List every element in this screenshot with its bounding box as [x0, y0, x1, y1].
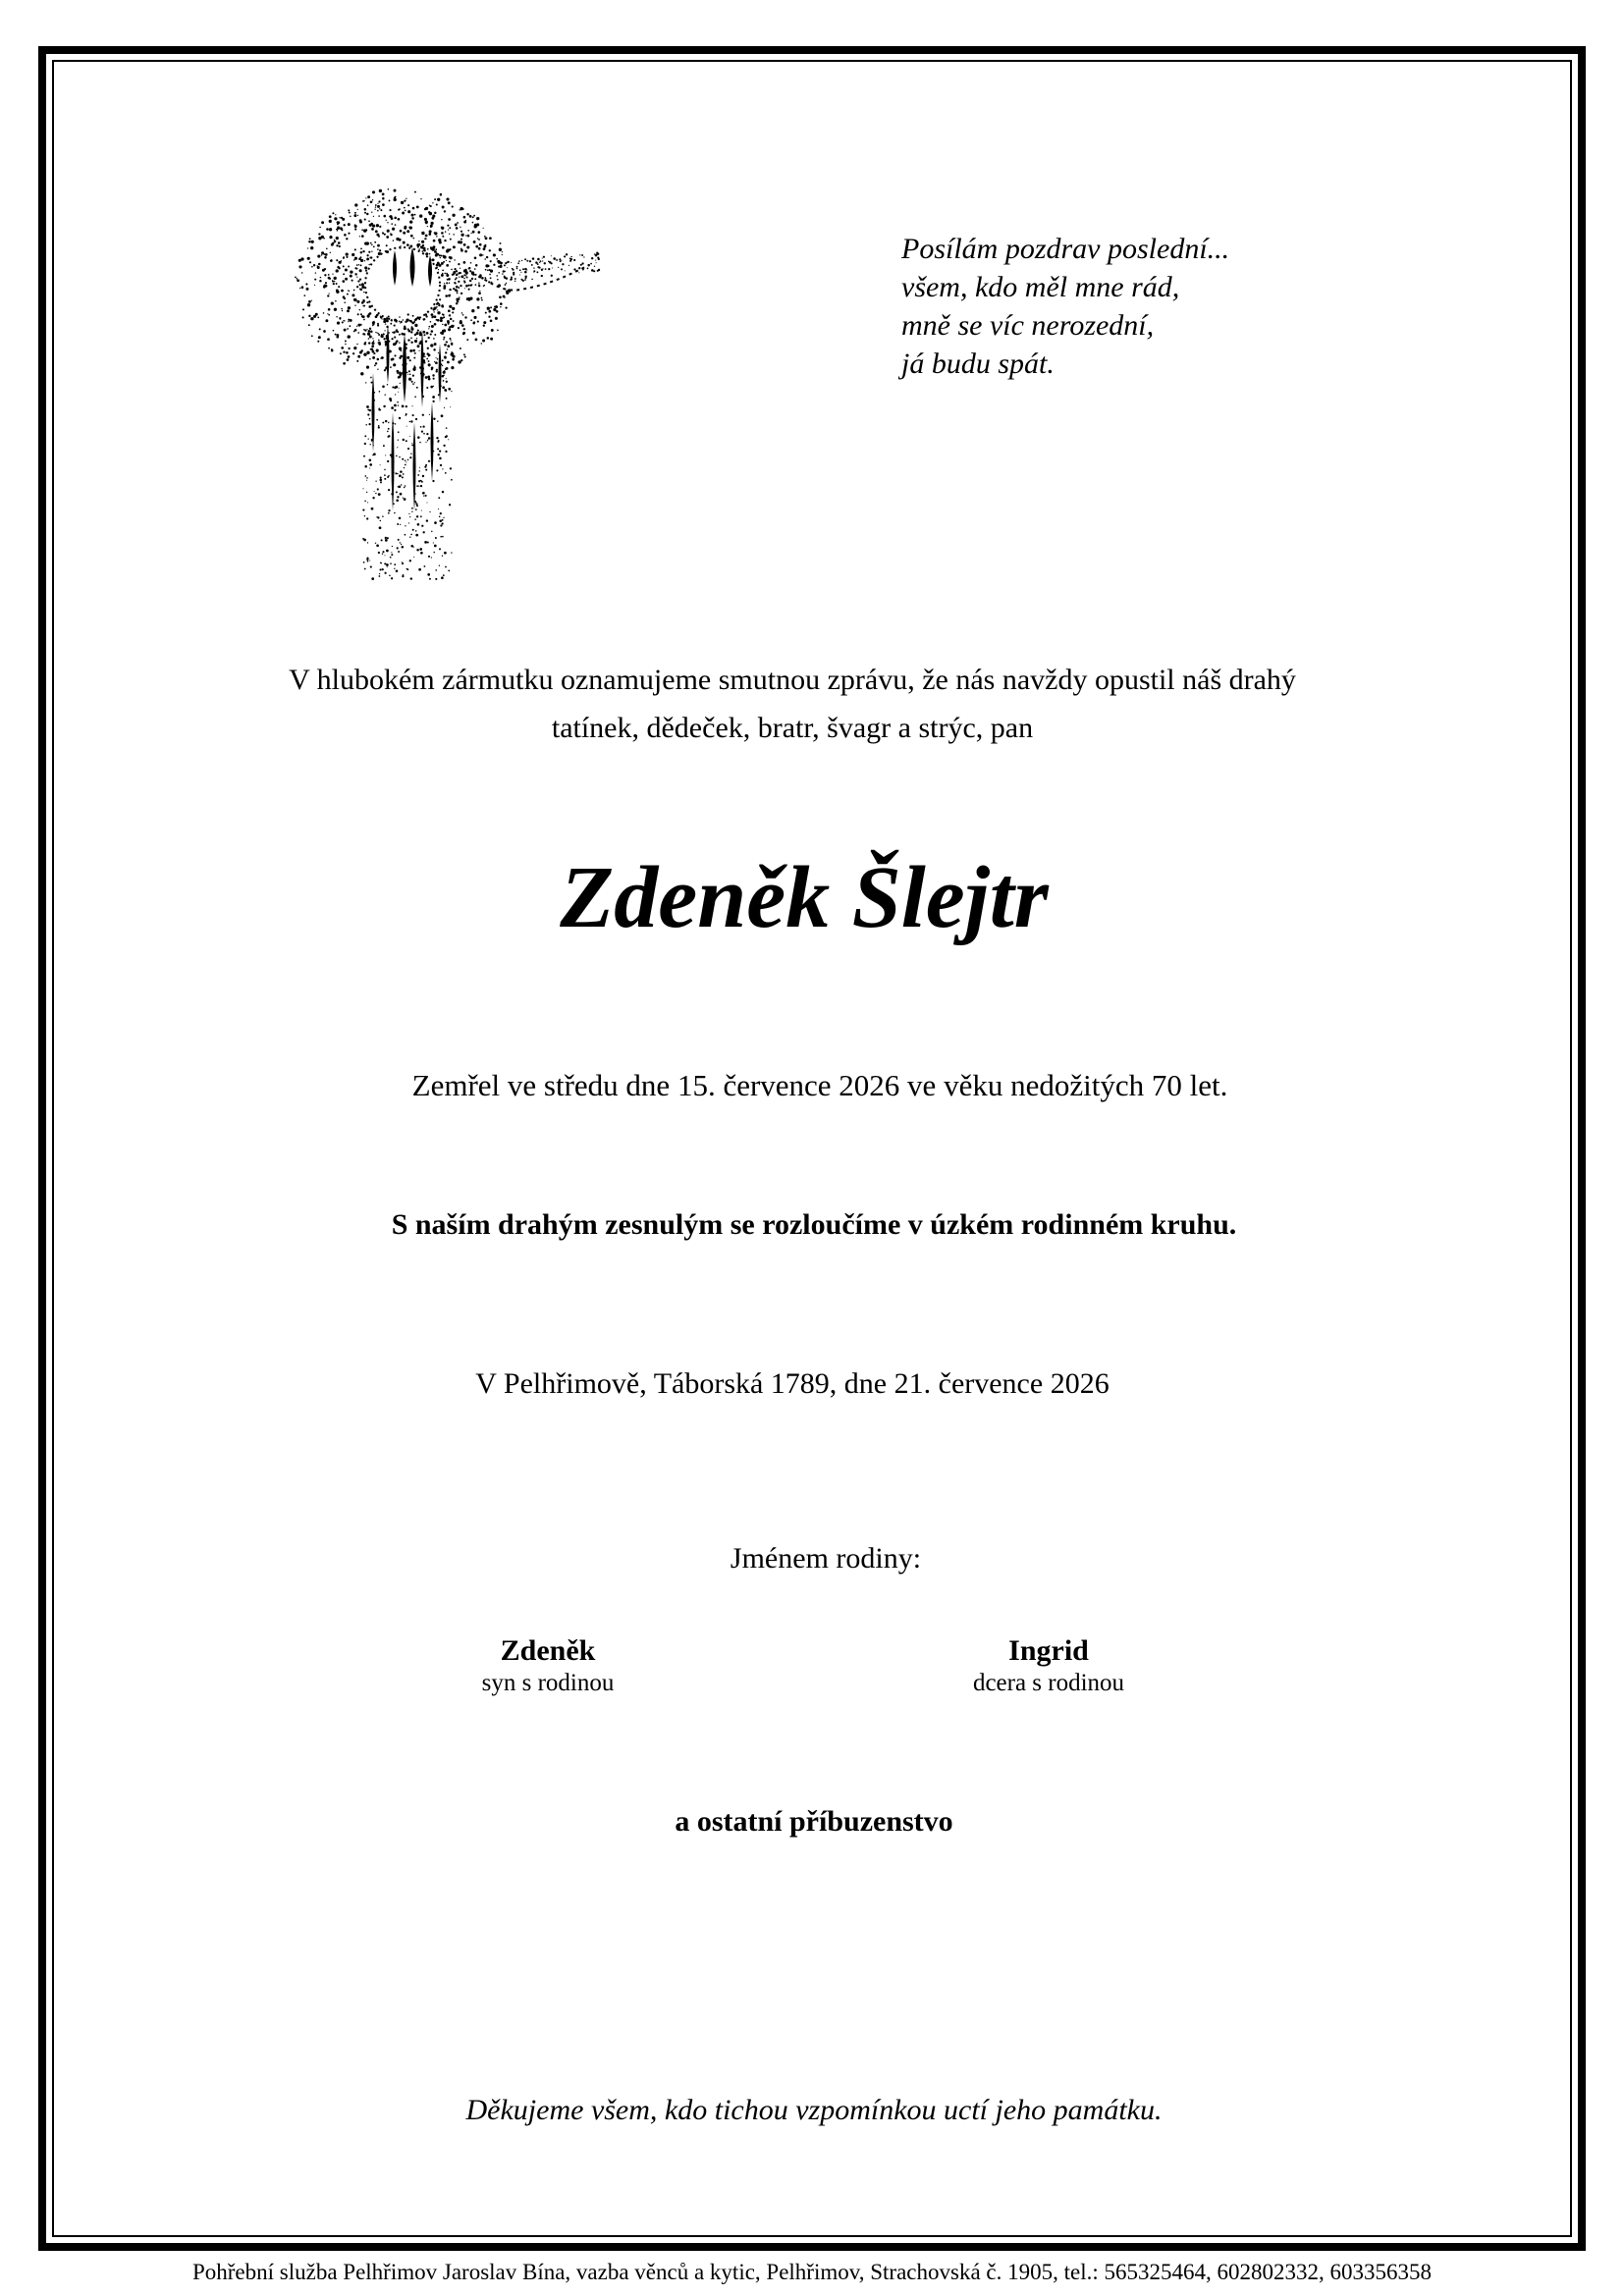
thanks-note: Děkujeme všem, kdo tichou vzpomínkou uctí jeho památku. [465, 2094, 1163, 2126]
poem-line: Posílám pozdrav poslední... [901, 233, 1230, 265]
family-member-name: Ingrid [1008, 1634, 1089, 1667]
funeral-service-footer: Pohřební služba Pelhřimov Jaroslav Bína, vazba věnců a kytic, Pelhřimov, Strachovská č. 1905, tel.: 565325464, 602802332, 603356358 [191, 2260, 1433, 2284]
family-member [901, 1633, 1196, 1698]
farewell-notice: S naším drahým zesnulým se rozloučíme v úzkém rodinném kruhu. [391, 1208, 1237, 1241]
announcement-intro [0, 656, 1604, 752]
place-and-date: V Pelhřimově, Táborská 1789, dne 21. července 2026 [475, 1367, 1110, 1400]
death-notice: Zemřel ve středu dne 15. července 2026 ve věku nedožitých 70 let. [411, 1068, 1228, 1102]
inner-border-frame [52, 60, 1572, 2237]
intro-line: tatínek, dědeček, bratr, švagr a strýc, pan [551, 712, 1034, 744]
poem-line: já budu spát. [901, 347, 1055, 380]
poem-line: všem, kdo měl mne rád, [901, 271, 1180, 303]
family-label: Jménem rodiny: [730, 1542, 922, 1575]
family-member-role: syn s rodinou [481, 1670, 615, 1696]
intro-line: V hlubokém zármutku oznamujeme smutnou zprávu, že nás navždy opustil náš drahý [289, 664, 1296, 696]
other-relatives: a ostatní příbuzenstvo [675, 1805, 953, 1838]
deceased-name: Zdeněk Šlejtr [560, 849, 1049, 946]
candle-moon-stipple-icon [295, 157, 648, 589]
family-member-name: Zdeněk [500, 1634, 596, 1667]
family-member [401, 1633, 695, 1698]
poem-line: mně se víc nerozední, [901, 309, 1155, 342]
family-member-role: dcera s rodinou [972, 1670, 1125, 1696]
poem-verse [901, 230, 1229, 383]
